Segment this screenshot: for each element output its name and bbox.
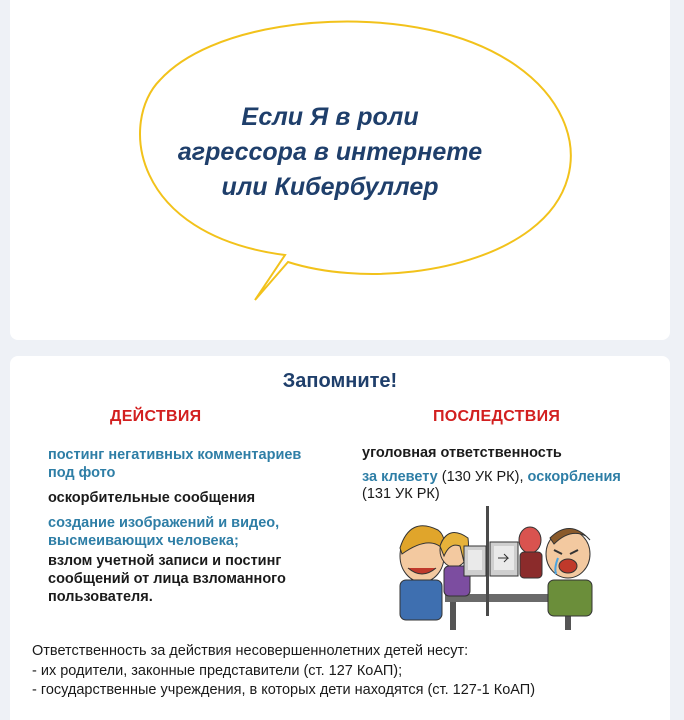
insult-label: оскорбления [527,469,621,485]
intro-card [10,0,670,340]
action-line: оскорбительные сообщения [48,490,256,506]
action-line: взлом учетной записи и постинг [48,553,282,569]
action-line: постинг негативных комментариев [48,447,302,463]
note-line: - их родители, законные представители (ст. 127 КоАП); [32,662,403,679]
action-line: сообщений от лица взломанного [48,571,286,587]
action-line: пользователя. [48,589,153,605]
responsibility-note [32,642,535,701]
criminal-liability: уголовная ответственность [362,445,562,461]
consequence-detail [362,468,621,486]
slander-ref: (130 УК РК), [437,469,528,485]
note-line: Ответственность за действия несовершеннолетних детей несут: [32,643,469,659]
actions-title: ДЕЙСТВИЯ [110,408,202,425]
action-line: создание изображений и видео, [48,515,280,531]
action-line: под фото [48,465,116,481]
slander-label: за клевету [362,469,438,485]
insult-ref: (131 УК РК) [362,486,440,502]
bubble-line-1: Если Я в роли [241,103,419,131]
note-line: - государственные учреждения, в которых дети находятся (ст. 127-1 КоАП) [32,682,536,698]
remember-title: Запомните! [282,370,398,392]
consequences-title: ПОСЛЕДСТВИЯ [433,408,561,425]
reminder-card [10,356,670,720]
action-line: высмеивающих человека; [48,533,239,549]
bubble-heading [160,100,500,205]
cyberbullies-illustration [390,506,610,631]
bubble-line-3: или Кибербуллер [221,173,439,201]
bubble-line-2: агрессора в интернете [177,138,483,166]
